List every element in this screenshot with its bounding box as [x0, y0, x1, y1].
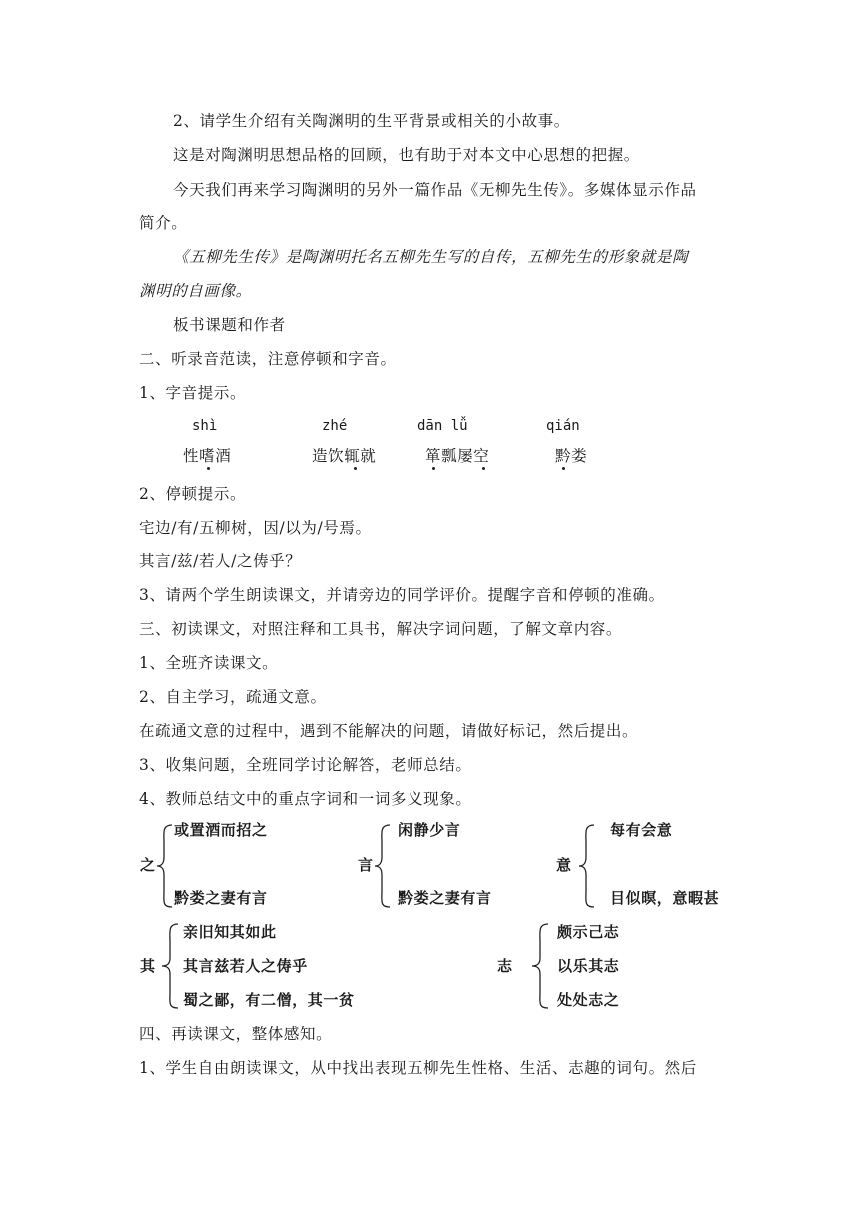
pinyin-word-2: 造饮辄就 — [312, 447, 377, 465]
para-today-line2: 简介。 — [139, 214, 188, 232]
emphasis-dot — [562, 467, 565, 470]
section-3-heading: 三、初读课文，对照注释和工具书，解决字词问题，了解文章内容。 — [139, 620, 623, 638]
group-yan-item-2: 黔娄之妻有言 — [398, 889, 492, 907]
pinyin-word-4: 黔娄 — [555, 447, 588, 465]
group-zhi-item-1: 或置酒而招之 — [174, 821, 268, 839]
group-zhi2-item-2: 以乐其志 — [557, 957, 620, 975]
pause-example-2: 其言/兹/若人/之俦乎？ — [139, 552, 302, 570]
group-char-zhi: 之 — [140, 856, 156, 874]
section-3-item-2-detail: 在疏通文意的过程中，遇到不能解决的问题，请做好标记，然后提出。 — [139, 722, 639, 740]
emphasis-dot — [354, 467, 357, 470]
brace-zhi — [156, 823, 174, 909]
emphasis-dot — [482, 467, 485, 470]
group-zhi2-item-3: 处处志之 — [557, 991, 620, 1009]
group-qi-item-1: 亲旧知其如此 — [183, 923, 277, 941]
section-2-item-3: 3、请两个学生朗读课文，并请旁边的同学评价。提醒字音和停顿的准确。 — [139, 586, 665, 604]
brace-yan — [374, 823, 392, 909]
group-char-zhi2: 志 — [497, 957, 513, 975]
section-3-item-1: 1、全班齐读课文。 — [139, 654, 279, 672]
brace-qi — [160, 922, 180, 1010]
group-zhi-item-2: 黔娄之妻有言 — [174, 889, 268, 907]
pinyin-word-1: 性嗜酒 — [183, 447, 232, 465]
section-2-heading: 二、听录音范读，注意停顿和字音。 — [139, 350, 397, 368]
group-qi-item-3: 蜀之鄙，有二僧，其一贫 — [183, 991, 355, 1009]
section-2-item-1: 1、字音提示。 — [139, 384, 247, 402]
emphasis-dot — [207, 467, 210, 470]
group-qi-item-2: 其言兹若人之俦乎 — [183, 957, 308, 975]
group-char-yi: 意 — [556, 856, 572, 874]
pinyin-3: dān lǚ — [417, 418, 468, 434]
group-yi-item-1: 每有会意 — [610, 821, 673, 839]
section-3-item-3: 3、收集问题，全班同学讨论解答，老师总结。 — [139, 756, 472, 774]
para-work-intro-line2: 渊明的自画像。 — [139, 282, 252, 300]
section-3-item-2: 2、自主学习，疏通文意。 — [139, 688, 327, 706]
para-intro-student: 2、请学生介绍有关陶渊明的生平背景或相关的小故事。 — [173, 112, 570, 130]
para-today-line1: 今天我们再来学习陶渊明的另外一篇作品《无柳先生传》。多媒体显示作品 — [173, 181, 697, 199]
section-3-item-4: 4、教师总结文中的重点字词和一词多义现象。 — [139, 790, 472, 808]
group-zhi2-item-1: 颇示己志 — [557, 923, 620, 941]
para-review: 这是对陶渊明思想品格的回顾，也有助于对本文中心思想的把握。 — [173, 146, 640, 164]
brace-yi — [578, 823, 596, 909]
pinyin-2: zhé — [322, 418, 348, 434]
group-char-qi: 其 — [140, 957, 156, 975]
brace-zhi2 — [530, 922, 550, 1010]
pinyin-4: qián — [546, 418, 580, 434]
section-4-heading: 四、再读课文，整体感知。 — [139, 1025, 333, 1043]
section-4-item-1: 1、学生自由朗读课文，从中找出表现五柳先生性格、生活、志趣的词句。然后 — [139, 1059, 697, 1077]
para-board-title: 板书课题和作者 — [173, 316, 286, 334]
emphasis-dot — [432, 467, 435, 470]
group-yan-item-1: 闲静少言 — [398, 821, 461, 839]
pause-example-1: 宅边/有/五柳树，因/以为/号焉。 — [139, 519, 372, 537]
pinyin-word-3: 箪瓢屡空 — [425, 447, 490, 465]
group-yi-item-2: 目似暝，意暇甚 — [610, 889, 720, 907]
section-2-item-2: 2、停顿提示。 — [139, 485, 247, 503]
para-work-intro-line1: 《五柳先生传》是陶渊明托名五柳先生写的自传，五柳先生的形象就是陶 — [173, 248, 689, 266]
pinyin-1: shì — [192, 418, 218, 434]
group-char-yan: 言 — [358, 856, 374, 874]
